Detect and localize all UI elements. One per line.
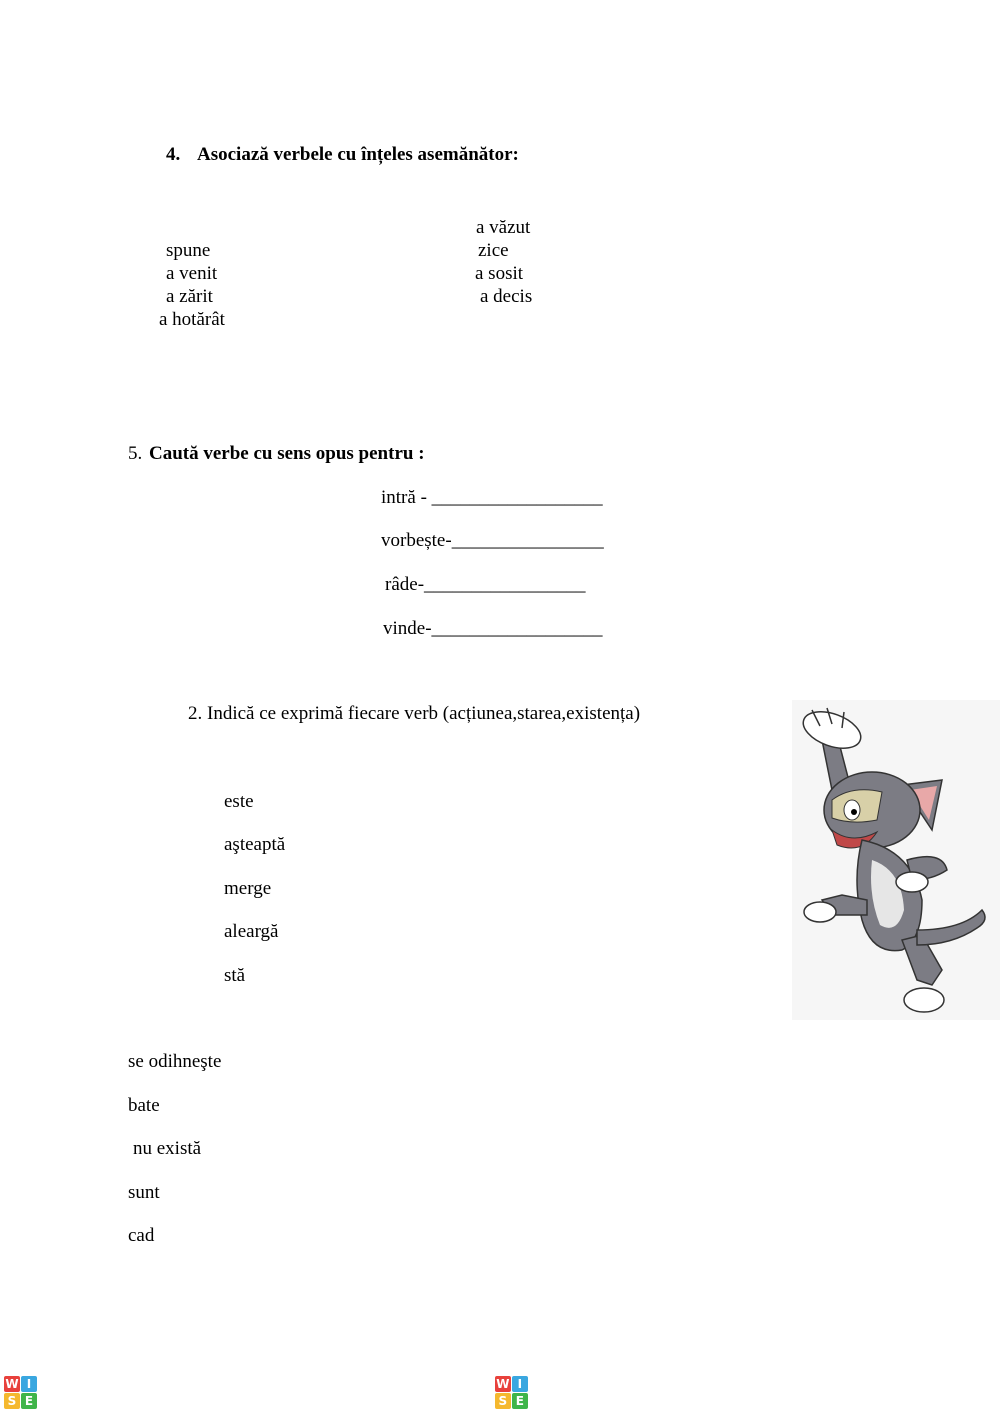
exercise4-number: 4.: [166, 144, 181, 165]
footer-logo-2: [495, 1376, 978, 1409]
logo-letter: S: [495, 1393, 511, 1409]
antonym-line[interactable]: vinde-__________________: [383, 618, 603, 639]
verb-item[interactable]: este: [224, 791, 254, 812]
verb-item[interactable]: sunt: [128, 1182, 160, 1203]
footer-logo-1: [4, 1376, 487, 1409]
logo-letter: I: [512, 1376, 528, 1392]
right-word[interactable]: a decis: [480, 286, 533, 307]
left-word[interactable]: spune: [166, 240, 211, 261]
cartoon-cat-illustration: [792, 700, 1000, 1020]
verb-item[interactable]: stă: [224, 965, 246, 986]
antonym-line[interactable]: intră - __________________: [381, 487, 603, 508]
right-word[interactable]: zice: [478, 240, 509, 261]
brand-text: WISEWORKSHEETS.COM: [531, 1374, 978, 1410]
footer-watermark: [0, 1372, 1000, 1413]
verb-item[interactable]: bate: [128, 1095, 160, 1116]
left-word[interactable]: a venit: [166, 263, 218, 284]
logo-letter: S: [4, 1393, 20, 1409]
logo-letter: W: [5, 1377, 19, 1391]
verb-item[interactable]: aşteaptă: [224, 834, 286, 855]
exercise2-title: 2. Indică ce exprimă fiecare verb (acțiunea,starea,existența): [188, 703, 641, 724]
left-word[interactable]: a zărit: [166, 286, 213, 307]
wise-logo-icon: [495, 1376, 528, 1409]
antonym-line[interactable]: vorbește-________________: [381, 530, 604, 551]
logo-letter: W: [496, 1377, 510, 1391]
right-word[interactable]: a văzut: [476, 217, 531, 238]
logo-letter: E: [512, 1393, 528, 1409]
verb-item[interactable]: cad: [128, 1225, 155, 1246]
verb-item[interactable]: aleargă: [224, 921, 279, 942]
antonym-line[interactable]: râde-_________________: [385, 574, 586, 595]
verb-item[interactable]: se odihneşte: [128, 1051, 222, 1072]
brand-text: WISEWORKSHEETS.COM: [41, 1374, 487, 1410]
right-word[interactable]: a sosit: [475, 263, 524, 284]
verb-item[interactable]: merge: [224, 878, 272, 899]
exercise5-number: 5.: [128, 443, 143, 464]
left-word[interactable]: a hotărât: [159, 309, 225, 330]
logo-letter: I: [21, 1376, 37, 1392]
logo-letter: E: [21, 1393, 37, 1409]
exercise5-title: Caută verbe cu sens opus pentru :: [149, 443, 425, 464]
verb-item[interactable]: nu există: [133, 1138, 202, 1159]
exercise4-title: Asociază verbele cu înțeles asemănător:: [197, 144, 519, 165]
wise-logo-icon: [4, 1376, 37, 1409]
